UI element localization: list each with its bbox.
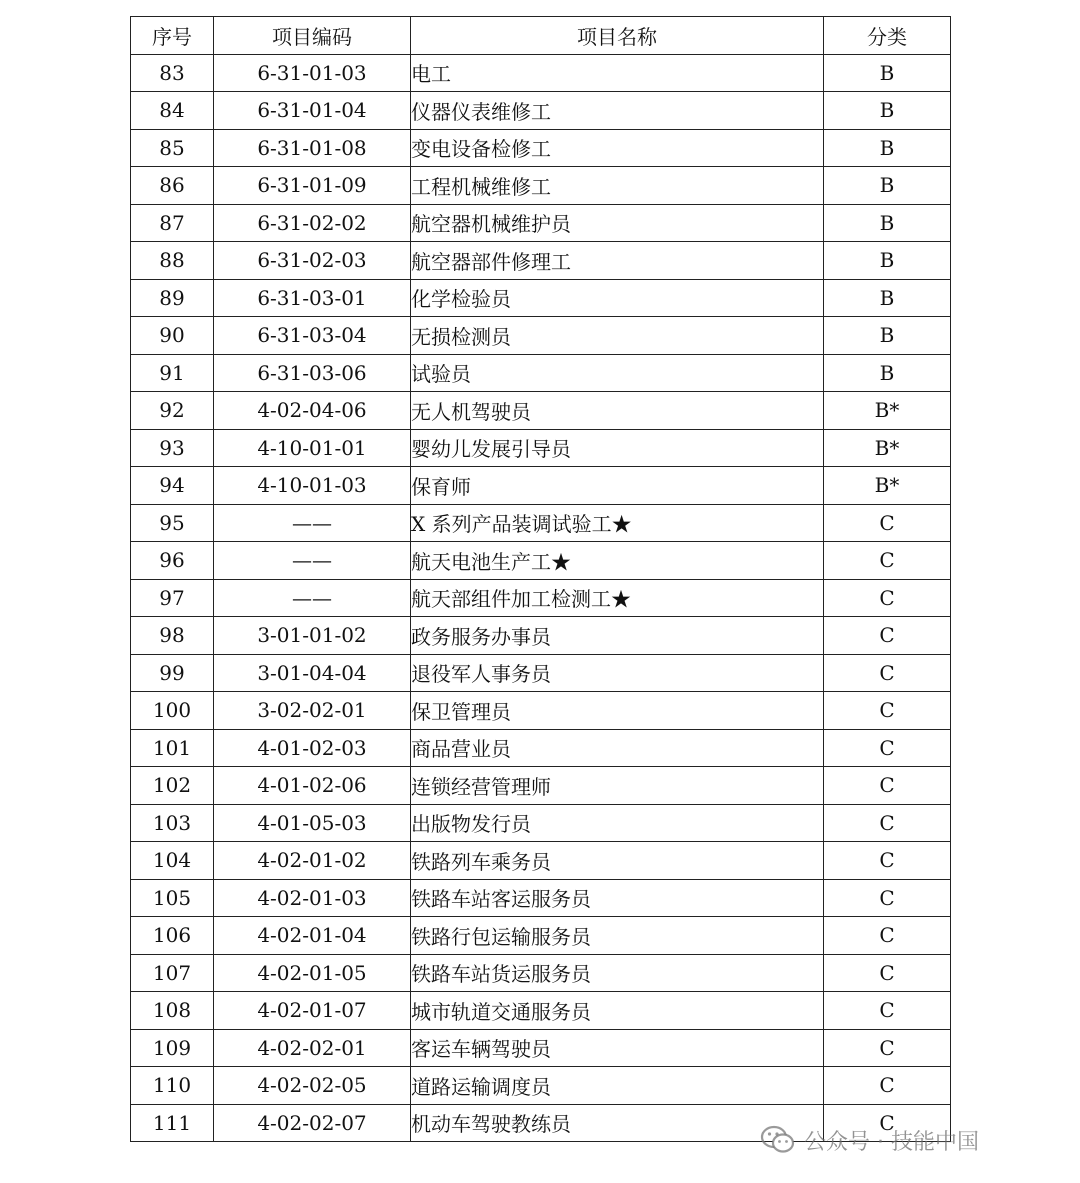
cell-name: 政务服务办事员 xyxy=(411,617,824,655)
cell-name: 婴幼儿发展引导员 xyxy=(411,429,824,467)
table-row xyxy=(131,504,951,542)
cell-name: 铁路车站客运服务员 xyxy=(411,879,824,917)
cell-code: 4-01-02-03 xyxy=(214,729,411,767)
cell-seq: 96 xyxy=(131,542,214,580)
cell-code: 3-02-02-01 xyxy=(214,692,411,730)
cell-seq: 87 xyxy=(131,204,214,242)
cell-name: 电工 xyxy=(411,54,824,92)
cell-seq: 110 xyxy=(131,1067,214,1105)
cell-name: 仪器仪表维修工 xyxy=(411,92,824,130)
cell-category: C xyxy=(824,729,951,767)
table-row xyxy=(131,354,951,392)
table-row xyxy=(131,729,951,767)
cell-code: 6-31-01-03 xyxy=(214,54,411,92)
cell-code: 4-02-02-01 xyxy=(214,1029,411,1067)
cell-code: 4-02-02-07 xyxy=(214,1104,411,1142)
cell-name: 航空器机械维护员 xyxy=(411,204,824,242)
cell-category: C xyxy=(824,992,951,1030)
cell-seq: 98 xyxy=(131,617,214,655)
header-name: 项目名称 xyxy=(411,17,824,55)
cell-name: 航天电池生产工★ xyxy=(411,542,824,580)
table-row xyxy=(131,842,951,880)
cell-name: 铁路车站货运服务员 xyxy=(411,954,824,992)
cell-code: 6-31-03-06 xyxy=(214,354,411,392)
cell-seq: 106 xyxy=(131,917,214,955)
cell-seq: 104 xyxy=(131,842,214,880)
table-row xyxy=(131,579,951,617)
cell-name: 退役军人事务员 xyxy=(411,654,824,692)
table-row xyxy=(131,129,951,167)
cell-name: 工程机械维修工 xyxy=(411,167,824,205)
cell-code: 6-31-03-04 xyxy=(214,317,411,355)
cell-category: C xyxy=(824,579,951,617)
cell-name: 保育师 xyxy=(411,467,824,505)
cell-seq: 92 xyxy=(131,392,214,430)
cell-seq: 102 xyxy=(131,767,214,805)
cell-seq: 107 xyxy=(131,954,214,992)
table-row xyxy=(131,1029,951,1067)
cell-code: 4-02-04-06 xyxy=(214,392,411,430)
cell-seq: 103 xyxy=(131,804,214,842)
table-row xyxy=(131,917,951,955)
cell-name: 道路运输调度员 xyxy=(411,1067,824,1105)
cell-seq: 95 xyxy=(131,504,214,542)
wechat-icon xyxy=(760,1124,796,1156)
cell-name: 化学检验员 xyxy=(411,279,824,317)
cell-category: C xyxy=(824,767,951,805)
cell-category: B xyxy=(824,242,951,280)
cell-name: 航天部组件加工检测工★ xyxy=(411,579,824,617)
cell-seq: 109 xyxy=(131,1029,214,1067)
cell-category: C xyxy=(824,692,951,730)
cell-code: —— xyxy=(214,542,411,580)
cell-category: B* xyxy=(824,467,951,505)
cell-code: —— xyxy=(214,579,411,617)
cell-seq: 100 xyxy=(131,692,214,730)
table-row xyxy=(131,617,951,655)
occupation-table xyxy=(130,16,951,1142)
cell-category: C xyxy=(824,917,951,955)
table-row xyxy=(131,392,951,430)
table-body xyxy=(131,54,951,1142)
cell-code: 4-02-01-03 xyxy=(214,879,411,917)
header-category: 分类 xyxy=(824,17,951,55)
table-row xyxy=(131,204,951,242)
cell-seq: 99 xyxy=(131,654,214,692)
cell-category: C xyxy=(824,654,951,692)
cell-seq: 86 xyxy=(131,167,214,205)
cell-category: C xyxy=(824,804,951,842)
cell-name: 航空器部件修理工 xyxy=(411,242,824,280)
cell-category: B xyxy=(824,317,951,355)
cell-category: C xyxy=(824,617,951,655)
cell-name: 机动车驾驶教练员 xyxy=(411,1104,824,1142)
cell-code: 4-02-01-04 xyxy=(214,917,411,955)
cell-category: B xyxy=(824,204,951,242)
cell-code: 6-31-01-09 xyxy=(214,167,411,205)
cell-code: 4-02-01-05 xyxy=(214,954,411,992)
cell-name: 无损检测员 xyxy=(411,317,824,355)
cell-code: 4-02-01-02 xyxy=(214,842,411,880)
cell-name: X 系列产品装调试验工★ xyxy=(411,504,824,542)
cell-code: 6-31-01-04 xyxy=(214,92,411,130)
table-row xyxy=(131,242,951,280)
table-row xyxy=(131,767,951,805)
table-header-row xyxy=(131,17,951,55)
cell-code: 4-01-02-06 xyxy=(214,767,411,805)
cell-code: 4-02-02-05 xyxy=(214,1067,411,1105)
cell-seq: 88 xyxy=(131,242,214,280)
table-row xyxy=(131,167,951,205)
table-row xyxy=(131,429,951,467)
cell-seq: 84 xyxy=(131,92,214,130)
table-row xyxy=(131,467,951,505)
cell-category: C xyxy=(824,842,951,880)
cell-category: B xyxy=(824,279,951,317)
cell-category: C xyxy=(824,879,951,917)
cell-category: C xyxy=(824,504,951,542)
cell-seq: 94 xyxy=(131,467,214,505)
table-row xyxy=(131,654,951,692)
cell-category: B xyxy=(824,354,951,392)
cell-seq: 105 xyxy=(131,879,214,917)
cell-seq: 89 xyxy=(131,279,214,317)
cell-category: C xyxy=(824,1104,951,1142)
cell-code: 4-02-01-07 xyxy=(214,992,411,1030)
cell-code: 4-01-05-03 xyxy=(214,804,411,842)
cell-name: 城市轨道交通服务员 xyxy=(411,992,824,1030)
cell-name: 无人机驾驶员 xyxy=(411,392,824,430)
cell-category: C xyxy=(824,954,951,992)
cell-category: C xyxy=(824,1067,951,1105)
cell-category: B xyxy=(824,129,951,167)
header-seq: 序号 xyxy=(131,17,214,55)
cell-category: B xyxy=(824,92,951,130)
cell-seq: 111 xyxy=(131,1104,214,1142)
table-row xyxy=(131,542,951,580)
cell-seq: 91 xyxy=(131,354,214,392)
table-row xyxy=(131,54,951,92)
cell-code: 6-31-02-03 xyxy=(214,242,411,280)
cell-seq: 108 xyxy=(131,992,214,1030)
cell-category: B xyxy=(824,167,951,205)
table-row xyxy=(131,279,951,317)
cell-category: C xyxy=(824,542,951,580)
table-row xyxy=(131,992,951,1030)
cell-name: 铁路行包运输服务员 xyxy=(411,917,824,955)
cell-name: 保卫管理员 xyxy=(411,692,824,730)
table-row xyxy=(131,804,951,842)
cell-category: B* xyxy=(824,429,951,467)
table-row xyxy=(131,317,951,355)
cell-category: C xyxy=(824,1029,951,1067)
header-code: 项目编码 xyxy=(214,17,411,55)
cell-code: 3-01-04-04 xyxy=(214,654,411,692)
cell-code: 4-10-01-03 xyxy=(214,467,411,505)
cell-code: 6-31-01-08 xyxy=(214,129,411,167)
cell-name: 出版物发行员 xyxy=(411,804,824,842)
cell-seq: 97 xyxy=(131,579,214,617)
cell-code: 3-01-01-02 xyxy=(214,617,411,655)
cell-name: 连锁经营管理师 xyxy=(411,767,824,805)
cell-seq: 101 xyxy=(131,729,214,767)
cell-name: 商品营业员 xyxy=(411,729,824,767)
cell-name: 变电设备检修工 xyxy=(411,129,824,167)
cell-seq: 90 xyxy=(131,317,214,355)
cell-name: 客运车辆驾驶员 xyxy=(411,1029,824,1067)
watermark xyxy=(760,1122,979,1158)
cell-name: 铁路列车乘务员 xyxy=(411,842,824,880)
table-row xyxy=(131,1067,951,1105)
cell-code: 6-31-03-01 xyxy=(214,279,411,317)
cell-seq: 83 xyxy=(131,54,214,92)
table-row xyxy=(131,954,951,992)
cell-code: —— xyxy=(214,504,411,542)
table-row xyxy=(131,692,951,730)
cell-code: 6-31-02-02 xyxy=(214,204,411,242)
cell-category: B xyxy=(824,54,951,92)
cell-category: B* xyxy=(824,392,951,430)
cell-code: 4-10-01-01 xyxy=(214,429,411,467)
cell-seq: 85 xyxy=(131,129,214,167)
table-row xyxy=(131,879,951,917)
watermark-text: 公众号 · 技能中国 xyxy=(804,1129,979,1155)
table-row xyxy=(131,92,951,130)
cell-seq: 93 xyxy=(131,429,214,467)
cell-name: 试验员 xyxy=(411,354,824,392)
